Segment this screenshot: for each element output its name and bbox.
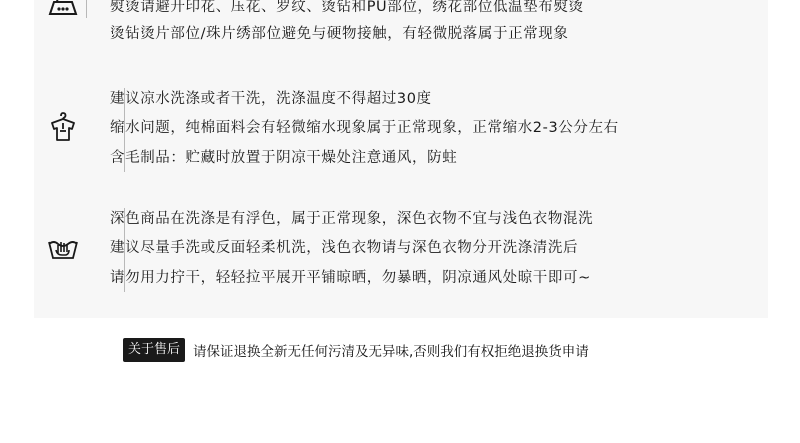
care-line: 含毛制品：贮藏时放置于阴凉干燥处注意通风，防蛀: [110, 150, 458, 166]
care-instructions-panel: [34, 0, 768, 318]
care-line: 烫钻烫片部位/珠片绣部位避免与硬物接触，有轻微脱落属于正常现象: [110, 26, 569, 42]
care-line: 熨烫请避开印花、压花、罗纹、烫钻和PU部位，绣花部位低温垫布熨烫: [110, 0, 584, 15]
care-section-ironing: [34, 0, 768, 60]
iron-icon: [46, 0, 80, 24]
care-line: 请勿用力拧干，轻轻拉平展开平铺晾晒，勿暴晒，阴凉通风处晾干即可~: [110, 270, 591, 286]
care-section-washing: [34, 80, 768, 180]
hand-wash-icon: [46, 230, 80, 264]
shirt-hanger-icon: [46, 110, 80, 144]
care-line: 建议凉水洗涤或者干洗，洗涤温度不得超过30度: [110, 91, 432, 107]
care-line: 建议尽量手洗或反面轻柔机洗，浅色衣物请与深色衣物分开洗涤清洗后: [110, 240, 579, 256]
care-line: 深色商品在洗涤是有浮色，属于正常现象，深色衣物不宜与浅色衣物混洗: [110, 211, 594, 227]
after-sales-badge: 关于售后: [123, 338, 185, 362]
after-sales-text: 请保证退换全新无任何污清及无异味,否则我们有权拒绝退换货申请: [193, 343, 589, 360]
care-section-handwash: [34, 200, 768, 300]
care-line: 缩水问题，纯棉面料会有轻微缩水现象属于正常现象，正常缩水2-3公分左右: [110, 120, 619, 136]
divider: [86, 0, 87, 18]
after-sales-note: [123, 337, 589, 362]
